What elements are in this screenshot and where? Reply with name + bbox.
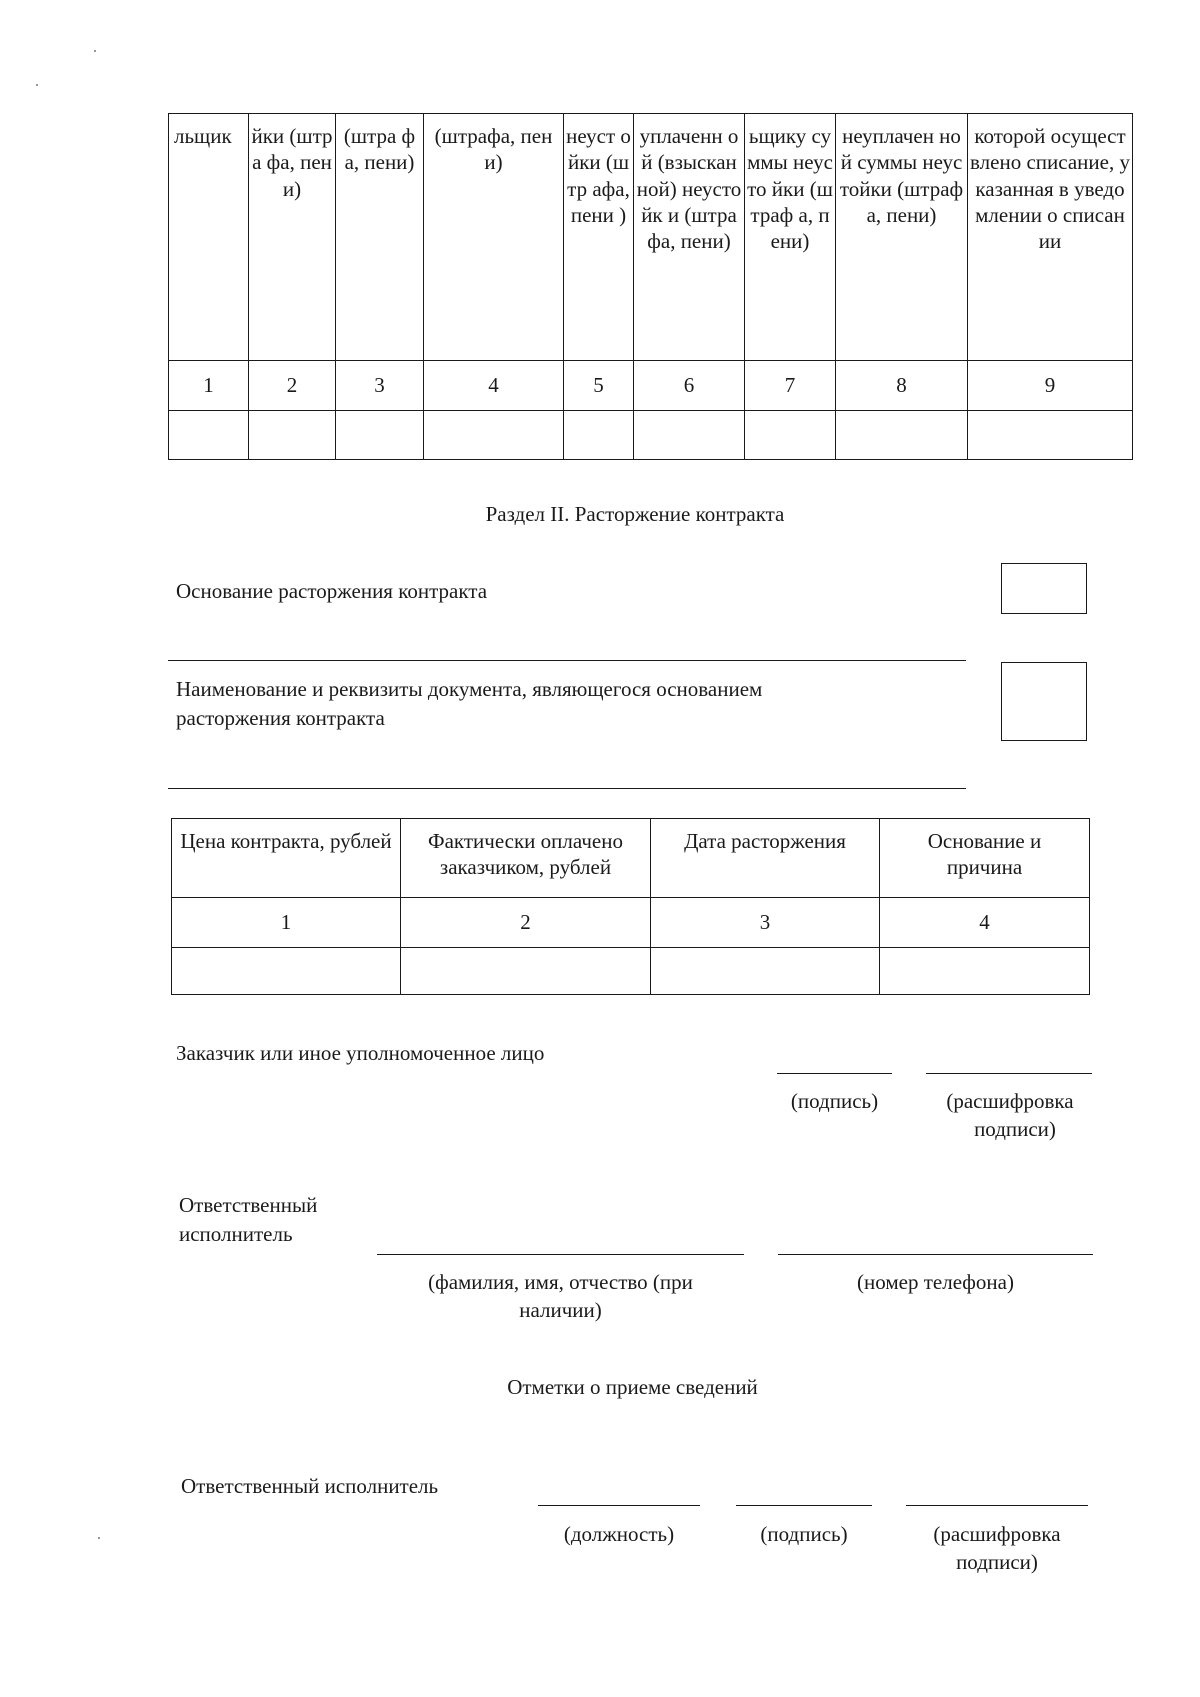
basis-document-line [168, 788, 966, 789]
scan-speck [98, 1537, 100, 1539]
table-header-cell: (штра фа, пени) [336, 114, 424, 361]
column-number: 1 [172, 898, 401, 948]
column-number: 3 [336, 361, 424, 411]
empty-cell [634, 411, 745, 460]
scan-speck [94, 50, 96, 52]
executor-fio-line [377, 1254, 744, 1255]
empty-cell [651, 948, 880, 995]
fio-caption-line2: наличии) [519, 1298, 602, 1322]
column-number: 9 [968, 361, 1133, 411]
empty-cell [836, 411, 968, 460]
table-header-row [169, 114, 1133, 361]
table-empty-row [172, 948, 1090, 995]
customer-signature-line [777, 1073, 892, 1074]
receipt-signature-line [736, 1505, 872, 1506]
column-number: 8 [836, 361, 968, 411]
column-number: 2 [249, 361, 336, 411]
customer-signature-caption: (подпись) [790, 1089, 879, 1113]
column-number: 7 [745, 361, 836, 411]
table-header-cell: Дата расторжения [651, 819, 880, 898]
empty-cell [336, 411, 424, 460]
empty-cell [968, 411, 1133, 460]
receipt-executor-label: Ответственный исполнитель [181, 1474, 439, 1498]
table-number-row [169, 361, 1133, 411]
empty-cell [172, 948, 401, 995]
table-header-cell: (штрафа, пени) [424, 114, 564, 361]
table-header-cell: льщик [169, 114, 249, 361]
column-number: 2 [401, 898, 651, 948]
customer-decode-caption-line2: подписи) [974, 1117, 1056, 1141]
basis-document-label-line2: расторжения контракта [176, 706, 385, 730]
customer-decode-caption-line1: (расшифровка [946, 1089, 1074, 1113]
empty-cell [745, 411, 836, 460]
table-number-row [172, 898, 1090, 948]
column-number: 4 [880, 898, 1090, 948]
table-header-cell: ьщику суммы неусто йки (штраф а, пени) [745, 114, 836, 361]
empty-cell [401, 948, 651, 995]
termination-basis-code-box [1001, 563, 1087, 614]
empty-cell [880, 948, 1090, 995]
receipt-signature-caption: (подпись) [760, 1522, 848, 1546]
table-header-cell: Цена контракта, рублей [172, 819, 401, 898]
receipt-decode-caption-line2: подписи) [956, 1550, 1038, 1574]
receipt-position-caption: (должность) [563, 1522, 675, 1546]
table-empty-row [169, 411, 1133, 460]
column-number: 3 [651, 898, 880, 948]
fio-caption-line1: (фамилия, имя, отчество (при [428, 1270, 693, 1294]
table-header-cell: неуплачен ной суммы неустойки (штрафа, пени) [836, 114, 968, 361]
receipt-decode-caption-line1: (расшифровка [933, 1522, 1061, 1546]
basis-document-label-line1: Наименование и реквизиты документа, являющегося основанием [176, 677, 763, 701]
column-number: 6 [634, 361, 745, 411]
executor-phone-line [778, 1254, 1093, 1255]
receipt-position-line [538, 1505, 700, 1506]
executor-label-line1: Ответственный [179, 1193, 318, 1217]
customer-label: Заказчик или иное уполномоченное лицо [176, 1041, 545, 1065]
empty-cell [424, 411, 564, 460]
receipt-title: Отметки о приеме сведений [507, 1375, 758, 1399]
basis-document-code-box [1001, 662, 1087, 741]
receipt-decode-line [906, 1505, 1088, 1506]
table-header-cell: уплаченн ой (взыскан ной) неустойк и (штрафа, пени) [634, 114, 745, 361]
table-header-cell: йки (штра фа, пени) [249, 114, 336, 361]
termination-table [171, 818, 1090, 995]
table-header-cell: которой осуществлено списание, указанная в уведомлении о списании [968, 114, 1133, 361]
empty-cell [564, 411, 634, 460]
table-header-cell: Фактически оплачено заказчиком, рублей [401, 819, 651, 898]
phone-caption: (номер телефона) [857, 1270, 1014, 1294]
table-header-cell: неуст ойки (штр афа, пени ) [564, 114, 634, 361]
termination-basis-label: Основание расторжения контракта [176, 579, 488, 603]
executor-label-line2: исполнитель [179, 1222, 293, 1246]
table-header-cell: Основание и причина [880, 819, 1090, 898]
scan-speck [36, 84, 38, 86]
empty-cell [169, 411, 249, 460]
section-title: Раздел II. Расторжение контракта [485, 502, 785, 526]
column-number: 1 [169, 361, 249, 411]
termination-basis-line [168, 660, 966, 661]
column-number: 5 [564, 361, 634, 411]
column-number: 4 [424, 361, 564, 411]
table-header-row [172, 819, 1090, 898]
customer-decode-line [926, 1073, 1092, 1074]
penalty-table [168, 113, 1133, 460]
empty-cell [249, 411, 336, 460]
